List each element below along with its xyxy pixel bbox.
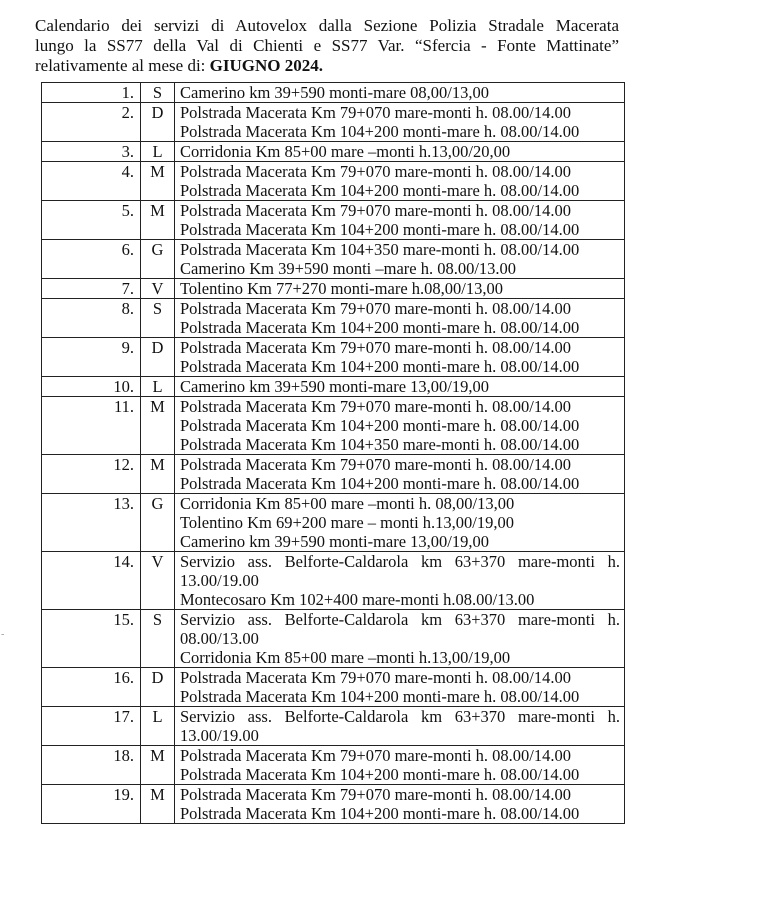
row-weekday: S [141, 83, 175, 103]
table-row [42, 338, 625, 377]
header-line-3 [35, 56, 619, 76]
row-number: 10. [42, 377, 141, 397]
table-row [42, 162, 625, 201]
service-line: Polstrada Macerata Km 104+200 monti-mare h. 08.00/14.00 [180, 318, 580, 337]
service-line: 13.00/19.00 [180, 726, 259, 745]
row-number: 6. [42, 240, 141, 279]
calendar-table-body [42, 83, 625, 824]
row-services [175, 279, 625, 299]
row-number: 3. [42, 142, 141, 162]
table-row [42, 455, 625, 494]
row-number: 15. [42, 610, 141, 668]
row-weekday: S [141, 610, 175, 668]
service-line: Corridonia Km 85+00 mare –monti h.13,00/19,00 [180, 648, 511, 667]
table-row [42, 240, 625, 279]
service-line: Polstrada Macerata Km 104+350 mare-monti h. 08.00/14.00 [180, 435, 580, 454]
table-row [42, 83, 625, 103]
row-number: 19. [42, 785, 141, 824]
row-weekday: V [141, 279, 175, 299]
row-services [175, 707, 625, 746]
row-number: 5. [42, 201, 141, 240]
service-line: Tolentino Km 69+200 mare – monti h.13,00/19,00 [180, 513, 514, 532]
header-month-suffix: . [318, 56, 323, 75]
row-weekday: D [141, 103, 175, 142]
service-line: Polstrada Macerata Km 79+070 mare-monti h. 08.00/14.00 [180, 103, 572, 122]
row-services [175, 397, 625, 455]
table-row [42, 746, 625, 785]
row-services [175, 201, 625, 240]
table-row [42, 103, 625, 142]
row-services [175, 103, 625, 142]
document-header [35, 16, 619, 76]
service-line: Camerino Km 39+590 monti –mare h. 08.00/13.00 [180, 259, 517, 278]
calendar-table [41, 82, 625, 824]
service-line: Polstrada Macerata Km 104+200 monti-mare h. 08.00/14.00 [180, 357, 580, 376]
table-row [42, 552, 625, 610]
row-number: 13. [42, 494, 141, 552]
row-services [175, 83, 625, 103]
row-weekday: M [141, 455, 175, 494]
service-line: Polstrada Macerata Km 79+070 mare-monti h. 08.00/14.00 [180, 668, 572, 687]
row-number: 1. [42, 83, 141, 103]
service-line: 13.00/19.00 [180, 571, 259, 590]
row-weekday: L [141, 377, 175, 397]
service-line: Corridonia Km 85+00 mare –monti h.13,00/20,00 [180, 142, 511, 161]
service-line: Camerino km 39+590 monti-mare 13,00/19,00 [180, 532, 490, 551]
service-line: Polstrada Macerata Km 104+350 mare-monti h. 08.00/14.00 [180, 240, 580, 259]
service-line: Montecosaro Km 102+400 mare-monti h.08.00/13.00 [180, 590, 535, 609]
service-line: Polstrada Macerata Km 104+200 monti-mare h. 08.00/14.00 [180, 122, 580, 141]
header-month-prefix: relativamente al mese di: [35, 56, 206, 75]
service-line: Polstrada Macerata Km 79+070 mare-monti h. 08.00/14.00 [180, 162, 572, 181]
service-line: Polstrada Macerata Km 104+200 monti-mare h. 08.00/14.00 [180, 181, 580, 200]
service-line: Polstrada Macerata Km 104+200 monti-mare h. 08.00/14.00 [180, 474, 580, 493]
header-month: GIUGNO 2024 [209, 56, 319, 75]
table-row [42, 142, 625, 162]
service-line: Polstrada Macerata Km 104+200 monti-mare h. 08.00/14.00 [180, 687, 580, 706]
service-line: 08.00/13.00 [180, 629, 259, 648]
row-number: 17. [42, 707, 141, 746]
row-services [175, 377, 625, 397]
table-row [42, 494, 625, 552]
service-line: Polstrada Macerata Km 79+070 mare-monti h. 08.00/14.00 [180, 397, 572, 416]
service-line: Polstrada Macerata Km 104+200 monti-mare h. 08.00/14.00 [180, 765, 580, 784]
row-services [175, 610, 625, 668]
service-line: Camerino km 39+590 monti-mare 13,00/19,00 [180, 377, 490, 396]
table-row [42, 785, 625, 824]
service-line: Corridonia Km 85+00 mare –monti h. 08,00/13,00 [180, 494, 515, 513]
service-line: Camerino km 39+590 monti-mare 08,00/13,00 [180, 83, 490, 102]
row-weekday: L [141, 707, 175, 746]
service-line: Polstrada Macerata Km 79+070 mare-monti h. 08.00/14.00 [180, 201, 572, 220]
row-services [175, 785, 625, 824]
row-weekday: G [141, 494, 175, 552]
row-weekday: S [141, 299, 175, 338]
service-line: Polstrada Macerata Km 104+200 monti-mare h. 08.00/14.00 [180, 416, 580, 435]
row-services [175, 338, 625, 377]
row-services [175, 240, 625, 279]
stray-mark: - [1, 629, 5, 640]
row-number: 12. [42, 455, 141, 494]
row-services [175, 668, 625, 707]
service-line: Servizio ass. Belforte-Caldarola km 63+370 mare-monti h. [180, 610, 620, 629]
row-services [175, 494, 625, 552]
service-line: Servizio ass. Belforte-Caldarola km 63+370 mare-monti h. [180, 707, 620, 726]
row-weekday: M [141, 785, 175, 824]
header-line-1: Calendario dei servizi di Autovelox dalla Sezione Polizia Stradale Macerata [35, 16, 619, 35]
header-line-2: lungo la SS77 della Val di Chienti e SS77 Var. “Sfercia - Fonte Mattinate” [35, 36, 619, 55]
service-line: Tolentino Km 77+270 monti-mare h.08,00/13,00 [180, 279, 503, 298]
row-services [175, 299, 625, 338]
table-row [42, 668, 625, 707]
row-weekday: M [141, 201, 175, 240]
row-number: 18. [42, 746, 141, 785]
service-line: Polstrada Macerata Km 79+070 mare-monti h. 08.00/14.00 [180, 785, 572, 804]
service-line: Polstrada Macerata Km 79+070 mare-monti h. 08.00/14.00 [180, 338, 572, 357]
row-services [175, 552, 625, 610]
row-services [175, 746, 625, 785]
service-line: Polstrada Macerata Km 79+070 mare-monti h. 08.00/14.00 [180, 455, 572, 474]
row-number: 8. [42, 299, 141, 338]
service-line: Polstrada Macerata Km 104+200 monti-mare h. 08.00/14.00 [180, 220, 580, 239]
table-row [42, 201, 625, 240]
table-row [42, 299, 625, 338]
row-services [175, 455, 625, 494]
row-weekday: L [141, 142, 175, 162]
row-weekday: V [141, 552, 175, 610]
service-line: Polstrada Macerata Km 79+070 mare-monti h. 08.00/14.00 [180, 746, 572, 765]
row-number: 7. [42, 279, 141, 299]
row-weekday: G [141, 240, 175, 279]
service-line: Servizio ass. Belforte-Caldarola km 63+370 mare-monti h. [180, 552, 620, 571]
row-services [175, 142, 625, 162]
row-weekday: M [141, 162, 175, 201]
table-row [42, 377, 625, 397]
row-weekday: D [141, 668, 175, 707]
row-weekday: D [141, 338, 175, 377]
table-row [42, 279, 625, 299]
row-number: 4. [42, 162, 141, 201]
service-line: Polstrada Macerata Km 104+200 monti-mare h. 08.00/14.00 [180, 804, 580, 823]
table-row [42, 707, 625, 746]
table-row [42, 397, 625, 455]
row-weekday: M [141, 397, 175, 455]
table-row [42, 610, 625, 668]
row-services [175, 162, 625, 201]
row-number: 9. [42, 338, 141, 377]
row-number: 14. [42, 552, 141, 610]
row-weekday: M [141, 746, 175, 785]
row-number: 16. [42, 668, 141, 707]
row-number: 2. [42, 103, 141, 142]
row-number: 11. [42, 397, 141, 455]
service-line: Polstrada Macerata Km 79+070 mare-monti h. 08.00/14.00 [180, 299, 572, 318]
